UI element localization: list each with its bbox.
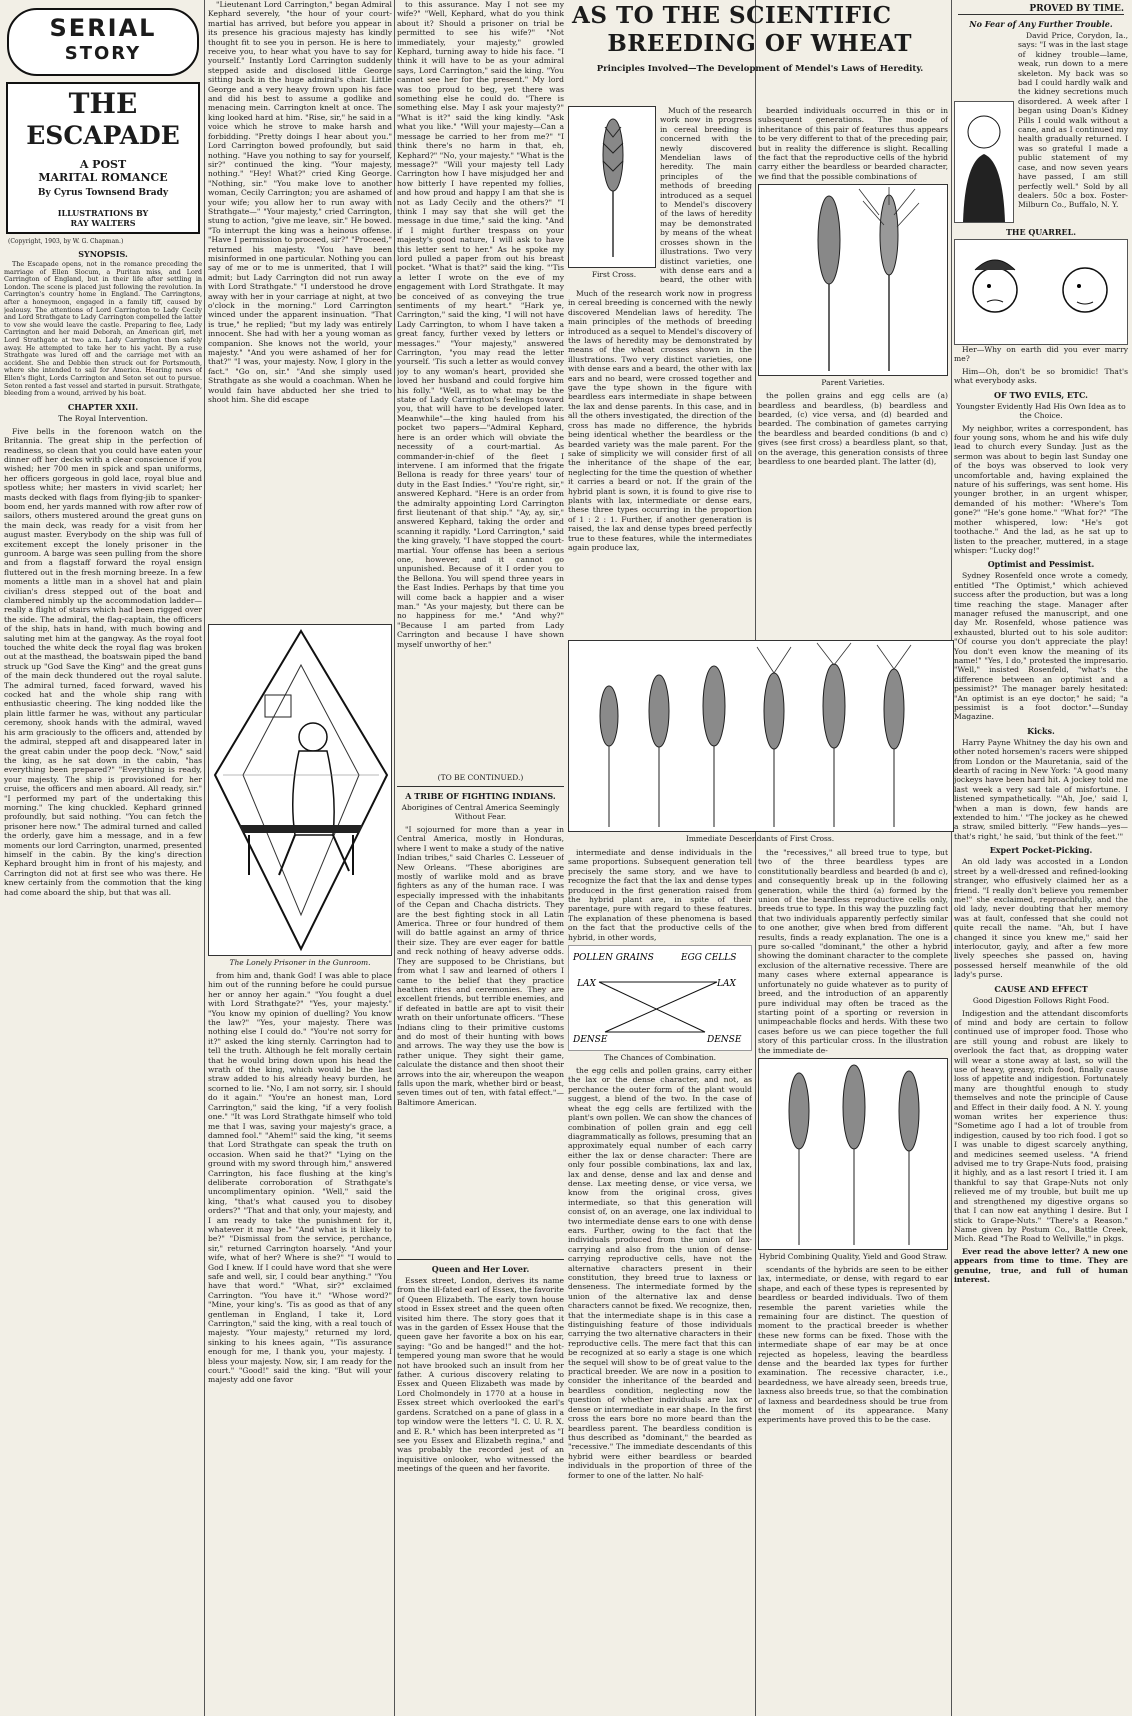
story-text-b: from him and, thank God! I was able to place him out of the running before he could pursue her or annoy her again." "You fought a duel with Lord Strathgate?" "Yes, your majesty." "You know my opinion of duelling? You know the law?" "Yes, your majesty. There was nothing else I could do." "You're not sorry for it?" asked the king sternly. Carrington had to tell the truth. Although he felt morally certain that he would bring down upon his head the wrath of the king, which would be the last straw added to his already heavy burden, he scorned to lie. "No, I am not sorry, sir. I should do it again." "You're an honest man, Lord Carrington," said the king, "if a very foolish one." "It was Lord Strathgate himself who told me that I was, saving your majesty's grace, a damned fool." "Ahem!" said the king, "it seems that Lord Strathgate can speak the truth on occasion. When said he that?" "Lying on the ground with my sword through him," answered Carrington, his face flushing at the king's deliberate corroboration of Strathgate's uncomplimentary opinion. "Well," said the king, "that's what caused you to disobey orders?" "That and that only, your majesty, and I am ready to take the punishment for it, whatever it may be." "And what is it likely to be?" "Dismissal from the service, perchance, sir," returned Carrington hoarsely. "And your wife, what of her? Where is she?" "I would to God I knew. If I could have word that she were safe and well, sir, I could bear anything." "You have that word." "What, sir?" exclaimed Carrington. "You have it." "Whose word?" "Mine, your king's. 'Tis as good as that of any gentleman in England, I take it, Lord Carrington," said the king, with a real touch of majesty. "Your majesty," returned my lord, sinking to his knees again, "'Tis assurance enough for me, I thank you, your majesty. I bless your majesty. Now, sir, I am ready for the court." "Good!" said the king. "But will your majesty add one favor	[208, 971, 392, 1385]
subtitle-1: A POST	[79, 158, 127, 171]
tribe-text: "I sojourned for more than a year in Central America, mostly in Honduras, where I went to make a study of the native Indian tribes," said Charles C. Lesseuer of New Orleans. "These aborigines are mostly of warlike mold and as brave fighters as any of the human race. I was especially impressed with the inhabitants of the Cepan and Chacha districts. They are the best fighting stock in all Latin America. Three or four hundred of them will do battle against an army of thrice their size. They are ever eager for battle and reck nothing of heavy adverse odds. They are supposed to be Christians, but from what I saw and learned of others I came to the belief that they practice heathen rites and ceremonies. They are excellent friends, but terrible enemies, and if defeated in battle are apt to visit their wrath on their unfortunate officers. "These Indians cling to their primitive customs and do most of their hunting with bows and arrows. The way they use the bow is rather unique. They sight their game, calculate the distance and then shoot their arrows into the air, whereupon the weapon falls upon the mark, whether bird or beast, seven times out of ten, with fatal effect."—Baltimore American.	[397, 825, 564, 1107]
divider	[397, 786, 564, 787]
synopsis-heading: SYNOPSIS.	[78, 249, 128, 259]
column-rule	[204, 0, 205, 1716]
wheat-col4-low: the "recessives," all breed true to type, but two of the three beardless types are constitutionally beardless and bearded (b and c), and consequently break up in the following generation, while the third (a) formed by the union of the beardless reproductive cells only, breeds true to type. In this way the puzzling fact that two individuals apparently perfectly similar to one another, give when bred from different results, finds a ready explanation. The one is a pure so-called "dominant," the other a hybrid showing the dominant character to the complete exclusion of the alternative recessive. There are many cases where external appearance is unfortunately no guide whatever as to purity of breed, and the introduction of an apparently pure individual may often be traced as the starting point of a sporting or reversion in unimpeachable flocks and herds. With these two cases before us we can piece together the full story of this particular cross. In the illustration the immediate de-	[758, 848, 948, 1055]
wheat-col3-bottom: the egg cells and pollen grains, carry either the lax or the dense character, and not, as perchance the outer form of the plant would suggest, a blend of the two. In the case of wheat the egg cells are fertilized with the plant's own pollen. We can show the chances of combination of pollen grain and egg cell diagrammatically as follows, presuming that an approximately equal number of each carry either the lax or dense character: There are only four possible combinations, lax and lax, lax and dense, dense and lax and dense and dense. Lax meeting dense, or vice versa, we know from the original cross, gives intermediate, so that this generation will consist of, on an average, one lax individual to two intermediate dense ears to one with dense ears. Further, owing to the fact that the individuals produced from the union of lax-carrying and also from the union of dense-carrying reproductive cells, have not the alternative characters present in their constitution, they breed true to laxness or denseness. The intermediate formed by the union of the alternative lax and dense characters cannot be fixed. We recognize, then, that the intermediate shape is in this case a distinguishing feature of those individuals carrying the two alternative characters in their reproductive cells. The mere fact that this can be recognized at so early a stage is one which the sequel will show to be of great value to the practical breeder. We are now in a position to consider the inheritance of the bearded and beardless condition, neglecting now the question of whether individuals are lax or dense or intermediate in ear shape. In the first cross the ears bore no more beard than the beardless parent. The beardless condition is thus described as "dominant," the bearded as "recessive." The immediate descendants of this hybrid were either beardless or bearded individuals in the proportion of three of the former to one of the latter. No half-	[568, 1066, 752, 1480]
evils-text: My neighbor, writes a correspondent, has four young sons, whom he and his wife duly lead to church every Sunday. Just as the sermon was about to begin last Sunday one of the boys was observed to look very uncomfortable and, having explained the nature of his sufferings, was sent home. His younger brother, in an urgent whisper, demanded of his mother: "Where's Tom gone?" "He's gone home." "What for?" "The mother whispered, low: "He's got toothache." And the lad, as he sat up to listen to the preacher, muttered, in a stage whisper: "Lucky dog!"	[954, 423, 1128, 555]
cause-footer: Ever read the above letter? A new one appears from time to time. They are genuine, true, and full of human interest.	[954, 1246, 1128, 1284]
lax-left-label: LAX	[577, 979, 596, 990]
quarrel-cartoon	[954, 239, 1128, 345]
pocket-text: An old lady was accosted in a London street by a well-dressed and refined-looking stranger, who effusively claimed her as a friend. "I really don't believe you remember me!" she exclaimed, reproachfully, and the old lady, never doubting that her memory was at fault, confessed that she could not quite recall the name. "Ah, but I have changed it since you knew me," said her interlocutor, gayly, and after a few more lively speeches she passed on, having possessed herself meanwhile of the old lady's purse.	[954, 857, 1128, 980]
descendants-figure	[568, 640, 954, 832]
kicks-text: Harry Payne Whitney the day his own and other noted horsemen's racers were shipped from London or the Mauretania, said of the dearth of racing in New York: "A good many jockeys have been hard hit. A jockey told me last week a very sad tale of misfortune. I listened sympathetically. "'Ah, Joe,' said I, 'when a man is down, few hands are extended to him.' "The jockey as he chewed a straw, smiled bitterly. "'Few hands—yes—that's right,' he said, 'but think of the feet.'"	[954, 737, 1128, 841]
chapter-title: The Royal Intervention.	[58, 413, 148, 423]
column-story-2	[208, 0, 392, 1716]
optimist-heading: Optimist and Pessimist.	[987, 559, 1095, 570]
wheat-col4-mid: the pollen grains and egg cells are (a) beardless and beardless, (b) beardless and bearded, (c) vice versa, and (d) bearded and bearded. The combination of gametes carrying the beardless and bearded conditions (b and c) gives (see first cross) a beardless plant, so that, on the average, this generation consists of three beardless to one bearded plant. The latter (d),	[758, 391, 948, 467]
prisoner-drawing	[209, 625, 392, 955]
title-the: THE	[68, 87, 138, 120]
kicks-heading: Kicks.	[1027, 725, 1055, 736]
wheat-heading-2: BREEDING OF WHEAT	[607, 30, 912, 57]
combination-caption: The Chances of Combination.	[603, 1053, 717, 1063]
dense-right-label: DENSE	[707, 1035, 742, 1046]
queen-text: Essex street, London, derives its name from the ill-fated earl of Essex, the favorite of Queen Elizabeth. The early town house stood in Essex street and the queen often visited him there. The story goes that it was in the garden of Essex House that the queen gave her favorite a box on his ear, saying: "Go and be hanged!" and the hot-tempered young man swore that he would not have brooked such an insult from her father. A curious discovery relating to Essex and Queen Elizabeth was made by Lord Cholmondely in 1770 at a house in Essex street which overlooked the earl's gardens. Scratched on a pane of glass in a top window were the letters "I. C. U. R. X. and E. R." which has been interpreted as "I see you Essex and Elizabeth regina," and was probably the recorded jest of an inquisitive onlooker, who witnessed the meetings of the queen and her favorite.	[397, 1276, 564, 1474]
copyright: (Copyright, 1903, by W. G. Chapman.)	[8, 238, 124, 245]
wheat-intro: Much of the research work now in progress in cereal breeding is concerned with the newly discovered Mendelian laws of heredity. The main principles of the methods of breeding introduced as a sequel to Mendel's discovery of the laws of heredity may be demonstrated by means of the wheat crosses shown in the illustrations. Two very distinct varieties, one with dense ears and a beard, the other with lax ears and no beard, were crossed together and gave the type shown in the figure with beardless ears intermediate in shape between the lax and dense parents. In this case, and in all the others investigated, the direction of the cross has made no difference, the hybrids being identical whether the beardless or the bearded variety was the male parent. For the sake of simplicity we will consider first of all the inheritance of the shape of the ear, neglecting for the time the question of whether it carries a beard or not. If the grain of the hybrid plant is sown, it is found to give rise to plants with lax, intermediate or dense ears, these three types occurring in the proportion of 1 : 2 : 1. Further, if another generation is raised, the lax and dense types breed perfectly true to these features, while the intermediates again produce lax,	[568, 289, 752, 552]
column-wheat-2-lower	[758, 848, 948, 1716]
first-cross-caption: First Cross.	[591, 270, 637, 279]
subtitle-2: MARITAL ROMANCE	[38, 171, 168, 184]
illustration-caption: The Lonely Prisoner in the Gunroom.	[229, 958, 371, 967]
quarrel-text-2: Him—Oh, don't be so bromidic! That's what everybody asks.	[954, 366, 1128, 386]
to-be-continued: (TO BE CONTINUED.)	[437, 773, 524, 782]
cause-text: Indigestion and the attendant discomforts of mind and body are certain to follow continued use of improper food. Those who are still young and robust are likely to overlook the fact that, as dropping water will wear a stone away at last, so will the use of heavy, greasy, rich food, finally cause loss of appetite and indigestion. Fortunately many are thoughtful enough to study themselves and note the principle of Cause and Effect in their daily food. A N. Y. young woman writes her experience thus: "Sometime ago I had a lot of trouble from indigestion, caused by too rich food. I got so I was unable to digest scarcely anything, and medicines seemed useless. "A friend advised me to try Grape-Nuts food, praising it highly, and as a last resort I tried it. I am thankful to say that Grape-Nuts not only relieved me of my trouble, but built me up and strengthened my digestive organs so that I can now eat anything I desire. But I stick to Grape-Nuts." "There's a Reason." Name given by Postum Co., Battle Creek, Mich. Read "The Road to Wellville," in pkgs.	[954, 1008, 1128, 1244]
wheat-intro-a: Much of the research work now in progress in cereal breeding is concerned with the newly discovered Mendelian laws of heredity. The main principles of the methods of breeding introduced as a sequel to Mendel's discovery of the laws of heredity may be demonstrated by means of the wheat crosses shown in the illustrations. Two very distinct varieties, one with dense ears and a beard, the other with	[660, 106, 752, 285]
parent-varieties-caption: Parent Varieties.	[821, 378, 885, 388]
story-text-a: "Lieutenant Lord Carrington," began Admiral Kephard severely, "the hour of your court-martial has arrived, but before you appear in its presence his gracious majesty has kindly thought fit to see you in person. He is here to receive you, to hear what you have to say for yourself." Instantly Lord Carrington suddenly stepped aside and disclosed little George sitting back in the huge admiral's chair. Little George and a very heavy frown upon his face and did his best to assume a godlike and menacing mein. Carrington knelt at once. The king looked hard at him. "Rise, sir," he said in a voice which he strove to make harsh and forbidding. "Pretty doings I hear about you." Lord Carrington bowed profoundly, but said nothing. "Have you nothing to say for yourself, sir?" continued the king. "Your majesty, nothing." "Hey! What?" cried King George. "Nothing, sir." "You make love to another woman, Cecily Carrington; you are ashamed of your wife; you allow her to run away with Strathgate—" "Your majesty," cried Carrington, stung to action, "give me leave, sir." He bowed. "To interrupt the king was a heinous offense. "Have I permission to proceed, sir?" "Proceed," returned his majesty. "You have been misinformed in one particular. Nothing you can say of me or to me is unmerited, that I will admit; but Lady Carrington did not run away with Lord Strathgate." "I understood he drove away with her in your carriage at night, at two o'clock in the morning." Lord Carrington winced under the apparent insinuation. "That is true," he replied; "but my lady was entirely innocent. She had with her a young woman as companion. She knows not the world, your majesty." "And you were ashamed of her for that?" "I was, your majesty. Now, I glory in the fact." "Go on, sir." "And she simply used Strathgate as she would a coachman. When he would fain have abducted her she tried to shoot him. She did escape	[208, 0, 392, 405]
cause-heading: CAUSE AND EFFECT	[994, 983, 1088, 994]
tribe-heading: A TRIBE OF FIGHTING INDIANS.	[405, 791, 556, 801]
column-rule	[755, 0, 756, 1716]
queen-heading: Queen and Her Lover.	[431, 1264, 530, 1274]
egg-label: EGG CELLS	[681, 953, 737, 964]
serial-story-badge	[7, 8, 199, 76]
hybrid-caption: Hybrid Combining Quality, Yield and Good Straw.	[759, 1251, 947, 1261]
column-rule	[951, 0, 952, 1716]
quarrel-text-1: Her—Why on earth did you ever marry me?	[954, 345, 1128, 364]
parent-varieties-figure	[758, 184, 948, 376]
first-cross-figure	[568, 106, 656, 268]
story-text-c: to this assurance. May I not see my wife?" "Well, Kephard, what do you think about it? Should a prisoner on trial be permitted to see his wife?" "Not immediately, your majesty," growled Kephard, turning away to hide his face. "I think it will have to be as your admiral says, Lord Carrington," said the king. "You cannot see her for the present." My lord was too proud to beg, yet there was something else he could do. "There is something else. May I ask your majesty?" "What is it?" said the king kindly. "Ask what you like." "Will your majesty—Can a message be carried to her from me?" "I think there's no harm in that, eh, Kephard?" "No, your majesty." "What is the message?" "Will your majesty tell Lady Carrington how I have misjudged her and how bitterly I have repented my follies, and how proud and happy I am that she is not as Lady Cecily and the others?" "I think I may say that she will get the message in due time," said the king. "And if I might further trespass on your majesty's good nature, I will ask to have this letter sent to her." As he spoke my lord pulled a paper from out his breast pocket. "What is that?" said the king. "'Tis a letter I wrote on the eve of my engagement with Lord Strathgate. It may be conceived of as conveying the true sentiments of my heart." "Hark ye, Carrington," said the king, "I will not have Lady Carrington, to whom I have taken a great fancy, further vexed by letters or messages." "Your majesty," answered Carrington, "you may read the letter yourself. 'Tis such a letter as would convey joy to any woman's heart, provided she loved her husband and could forgive him his folly." "Well, as to what may be the state of Lady Carrington's feelings toward you, that will have to be developed later. Meanwhile"—the king hauled from his pocket two papers—"Admiral Kephard, here is an order which will obviate the necessity of a court-martial. As commander-in-chief of the fleet I intervene. I am informed that the frigate Bellona is ready for three years' tour of duty in the East Indies." "You're right, sir," answered Kephard. "Here is an order from the admiralty appointing Lord Carrington first lieutenant of that ship." "Ay, ay, sir," answered Kephard, taking the order and scanning it rapidly. "Lord Carrington," said the king gravely, "I have stopped the court-martial. Your offense has been a serious one, however, and it cannot go unpunished. Because of it I order you to the Bellona. You will spend three years in the East Indies. Perhaps by that time you will come back a happier and a wiser man." "As your majesty, but there can be no happiness for me." "And why?" "Because I am parted from Lady Carrington and because I have shown myself unworthy of her."	[397, 0, 564, 649]
proved-by-time: PROVED BY TIME.	[958, 4, 1124, 15]
wheat-col4-bottom: scendants of the hybrids are seen to be either lax, intermediate, or dense, with regard to ear shape, and each of these types is represented by beardless or bearded individuals. Two of them resemble the parent varieties while the remaining four are distinct. The question of moment to the practical breeder is whether these new forms can be fixed. Those with the intermediate shape of ear may be at once rejected as hopeless, leaving the beardless dense and the bearded lax types for further examination. The recessive character, i.e., beardedness, we have already seen, breeds true, laxness also breeds true, so that the combination of laxness and beardedness should be true from the moment of its appearance. Many experiments have proved this to be the case.	[758, 1264, 948, 1425]
author: By Cyrus Townsend Brady	[37, 188, 169, 198]
trouble-heading: No Fear of Any Further Trouble.	[969, 19, 1113, 29]
serial-label: SERIAL	[49, 14, 157, 42]
combination-diagram	[568, 945, 752, 1051]
wheat-subheading: Principles Involved—The Development of Mendel's Laws of Heredity.	[596, 64, 924, 74]
lax-right-label: LAX	[717, 979, 736, 990]
illustrations-credit: ILLUSTRATIONS BY	[57, 208, 149, 218]
pollen-label: POLLEN GRAINS	[573, 953, 654, 964]
story-title: ESCAPADE	[26, 121, 180, 150]
tribe-subheading: Aborigines of Central America Seemingly Without Fear.	[401, 803, 560, 821]
wheat-heading-1: AS TO THE SCIENTIFIC	[572, 2, 892, 29]
column-rule	[394, 0, 395, 1716]
pocket-heading: Expert Pocket-Picking.	[989, 845, 1093, 856]
chapter-heading: CHAPTER XXII.	[67, 401, 139, 412]
evils-heading: OF TWO EVILS, ETC.	[994, 389, 1088, 400]
divider	[397, 1259, 564, 1260]
trouble-text: David Price, Corydon, Ia., says: "I was in the last stage of kidney trouble—lame, weak, run down to a mere skeleton. My back was so bad I could hardly walk and the kidney secretions much disordered. A week after I began using Doan's Kidney Pills I could walk without a cane, and as I continued my health gradually returned. I was so grateful I made a public statement of my case, and now seven years have passed, I am still perfectly well." Sold by all dealers. 50c a box. Foster-Milburn Co., Buffalo, N. Y.	[1018, 31, 1128, 210]
hybrid-figure	[758, 1058, 948, 1250]
wheat-col4-top: bearded individuals occurred in this or in subsequent generations. The mode of inheritance of this pair of features thus appears to be very different to that of the preceding pair, but in reality the difference is slight. Recalling the fact that the reproductive cells of the hybrid carry either the beardless or bearded character, we find that the possible combinations of	[758, 106, 948, 181]
story-label: STORY	[64, 43, 142, 64]
testimonial-portrait	[954, 101, 1014, 223]
synopsis-text: The Escapade opens, not in the romance preceding the marriage of Ellen Slocum, a Puritan miss, and Lord Carrington of England, but in their life after settling in London. The scene is placed just following the revolution. In Carrington's country home in England. The Carringtons, after a honeymoon, engaged in a family tiff, caused by jealousy. The attentions of Lord Carrington to Lady Cecily and Lord Strathgate to Lady Carrington compelled the latter to vow she would leave the castle. Preparing to flee, Lady Carrington and her maid Deborah, an American girl, met Lord Strathgate at two a.m. Lady Carrington then safely away. He attempted to take her to his yacht. By a ruse Strathgate was lured off and the carriage met with an accident. She and Debbie then struck out for Portsmouth, where she intended to sail for America. Hearing news of Ellen's flight, Lords Carrington and Seton set out to pursue. Seton rented a fast vessel and started in pursuit. Strathgate, bleeding from a wound, arrived by his boat.	[4, 260, 202, 398]
chapter-text: Five bells in the forenoon watch on the Britannia. The great ship in the perfection of readiness, so clean that you could have eaten your dinner off her decks with a clear conscience if you wished; her 700 men in spick and span uniforms, her officers gorgeous in gold lace, royal blue and spotless white; her masters in vivid scarlet; her masts decked with flags from flying-jib to spanker-boom end, her yards manned with row after row of sailors, others mustered around the great guns on the main deck, was ready for a visit from her august master. Everybody on the ship was full of excitement except the lonely prisoner in the gunroom. A barge was seen pulling from the shore and from a flagstaff forward the royal ensign fluttered out in the fresh morning breeze. In a few moments a little man in a shovel hat and plain civilian's dress stepped out of the boat and clambered nimbly up the accommodation ladder—really a flight of stairs which had been rigged over the side. The admiral, the flag-captain, the officers of the ship, hats in hand, with much bowing and saluting met him at the gangway. As the royal foot touched the white deck the royal flag was broken out at the masthead, the boatswain piped the band struck up "God Save the King" and the great guns of the main deck thundered out the royal salute. The admiral turned, faced forward, waved his cocked hat and the whole ship rang with enthusiastic cheering. The king nodded like the plain little farmer he was, without any particular ceremony, shook hands with the admiral, waved his arm graciously to the officers and, attended by the admiral, stepped aft and disappeared later in the great cabin under the poop deck. "Now," said the king, as he sat down in the cabin, "has everything been prepared?" "Everything is ready, your majesty. The ship is provisioned for her cruise, the officers and men aboard. All ready, sir." "I performed my part of the undertaking this morning." The king chuckled. Kephard grinned profoundly, but said nothing. "You can fetch the prisoner here now." The admiral turned and called the orderly, gave him a message, and in a few moments our lord Carrington, unarmed, presented himself in the cabin. By the king's direction Kephard brought him in front of his majesty, and Carrington did not at first see who was there. He knew certainly from the commotion that the king had come aboard the ship, but that was all.	[4, 426, 202, 897]
cause-subheading: Good Digestion Follows Right Food.	[972, 995, 1110, 1005]
optimist-text: Sydney Rosenfeld once wrote a comedy, entitled "The Optimist," which achieved success after the production, but was a long time reaching the stage. Manager after manager refused the manuscript, and one day Mr. Rosenfeld, whose patience was exhausted, blurted out to his sole auditor: "Of course you don't appreciate the play! You don't even know the meaning of its name!" "Yes, I do," protested the impresario. "Well," insisted Rosenfeld, "what's the difference between an optimist and a pessimist?" The manager barely hesitated: "An optimist is an eye doctor," he said; "a pessimist is a foot doctor."—Sunday Magazine.	[954, 571, 1128, 722]
dense-left-label: DENSE	[573, 1035, 608, 1046]
quarrel-heading: THE QUARREL.	[1005, 227, 1077, 237]
wheat-col3-low: intermediate and dense individuals in the same proportions. Subsequent generation tell precisely the same story, and we have to recognize the fact that the lax and dense types produced in the first generation raised from the hybrid plant are, in spite of their parentage, pure with regard to these features. The explanation of these phenomena is based on the fact that the productive cells of the hybrid, in other words,	[568, 848, 752, 942]
gunroom-illustration	[208, 624, 392, 956]
column-wheat-1-lower	[568, 848, 752, 1716]
descendants-caption: Immediate Descendants of First Cross.	[685, 834, 835, 843]
evils-subheading: Youngster Evidently Had His Own Idea as to the Choice.	[956, 401, 1126, 420]
story-title-box	[6, 82, 200, 234]
column-story-3	[397, 0, 564, 1716]
illustrator: RAY WALTERS	[70, 218, 136, 228]
column-ads	[954, 0, 1128, 1716]
column-story-1	[4, 0, 202, 1716]
